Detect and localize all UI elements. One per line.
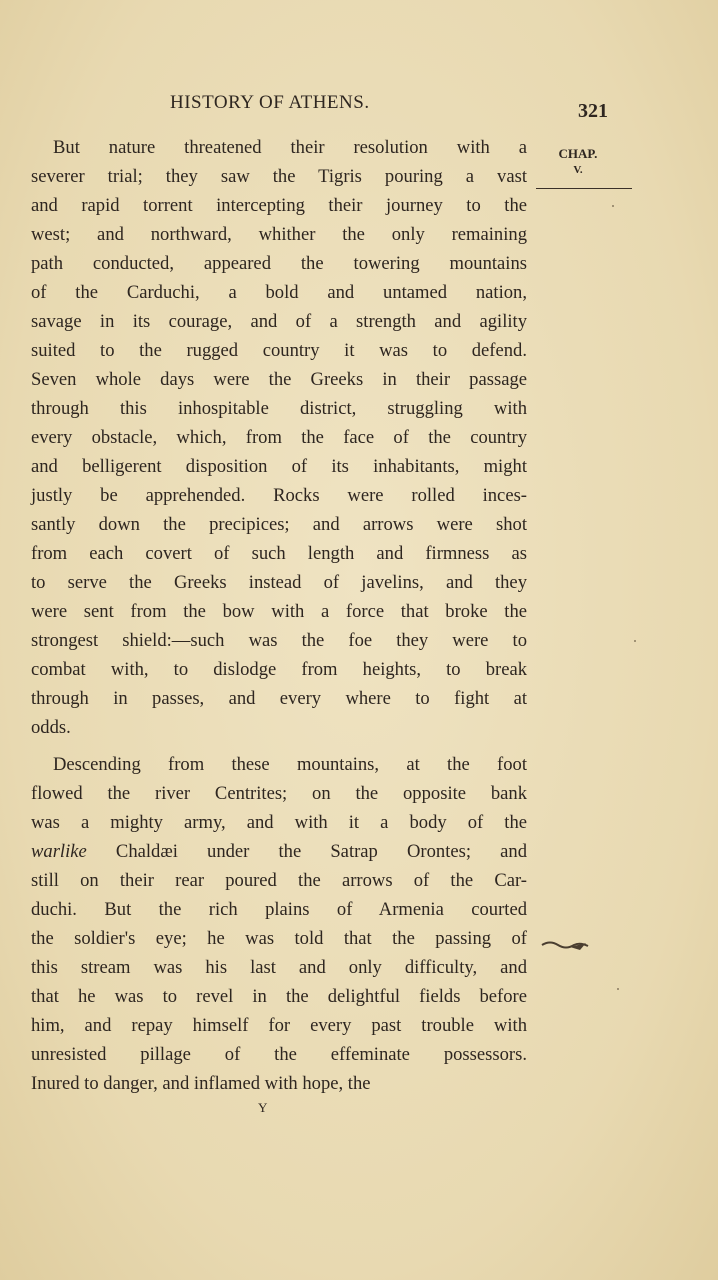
text-line: Descending from these mountains, at the foot [53, 754, 527, 775]
running-title: HISTORY OF ATHENS. [170, 92, 370, 113]
text-line: But nature threatened their resolution with a [53, 137, 527, 158]
text-line: through in passes, and every where to fight at [31, 688, 527, 709]
page-number: 321 [578, 100, 608, 122]
text-line: warlike Chaldæi under the Satrap Orontes; and [31, 841, 527, 862]
text-line: from each covert of such length and firmness as [31, 543, 527, 564]
text-line: to serve the Greeks instead of javelins, and they [31, 572, 527, 593]
paragraph-2 [31, 750, 527, 1098]
text-line: strongest shield:—such was the foe they were to [31, 630, 527, 651]
text-line: severer trial; they saw the Tigris pouring a vast [31, 166, 527, 187]
text-line: justly be apprehended. Rocks were rolled inces- [31, 485, 527, 506]
text-line: duchi. But the rich plains of Armenia courted [31, 899, 527, 920]
text-line: santly down the precipices; and arrows were shot [31, 514, 527, 535]
signature-mark: Y [258, 1100, 268, 1115]
paragraph-1 [31, 133, 527, 742]
text-line: suited to the rugged country it was to defend. [31, 340, 527, 361]
text-line: flowed the river Centrites; on the opposite bank [31, 783, 527, 804]
body-text [31, 133, 527, 1098]
paper-speck [612, 205, 614, 207]
text-line: savage in its courage, and of a strength and agility [31, 311, 527, 332]
text-line: path conducted, appeared the towering mountains [31, 253, 527, 274]
text-line: Seven whole days were the Greeks in their passage [31, 369, 527, 390]
text-line: every obstacle, which, from the face of the country [31, 427, 527, 448]
chap-number: V. [573, 164, 583, 176]
text-line: still on their rear poured the arrows of the Car- [31, 870, 527, 891]
chapter-marginal-note [548, 146, 608, 176]
text-line: were sent from the bow with a force that broke the [31, 601, 527, 622]
text-line: of the Carduchi, a bold and untamed nation, [31, 282, 527, 303]
paper-speck [634, 640, 636, 642]
paper-speck [617, 988, 619, 990]
paragraph-gap [31, 742, 527, 750]
text-line: and belligerent disposition of its inhabitants, might [31, 456, 527, 477]
text-line: through this inhospitable district, struggling with [31, 398, 527, 419]
text-line: that he was to revel in the delightful fields before [31, 986, 527, 1007]
margin-rule [536, 188, 632, 189]
text-line: combat with, to dislodge from heights, to break [31, 659, 527, 680]
text-line: the soldier's eye; he was told that the passing of [31, 928, 527, 949]
chap-label: CHAP. [558, 146, 598, 161]
printer-ornament-icon [540, 938, 590, 952]
text-line: Inured to danger, and inflamed with hope, the [31, 1073, 371, 1094]
text-line: this stream was his last and only difficulty, and [31, 957, 527, 978]
text-line: him, and repay himself for every past trouble with [31, 1015, 527, 1036]
text-line: unresisted pillage of the effeminate possessors. [31, 1044, 527, 1065]
text-line: and rapid torrent intercepting their journey to the [31, 195, 527, 216]
text-line: odds. [31, 717, 71, 738]
text-line: was a mighty army, and with it a body of the [31, 812, 527, 833]
text-line: west; and northward, whither the only remaining [31, 224, 527, 245]
